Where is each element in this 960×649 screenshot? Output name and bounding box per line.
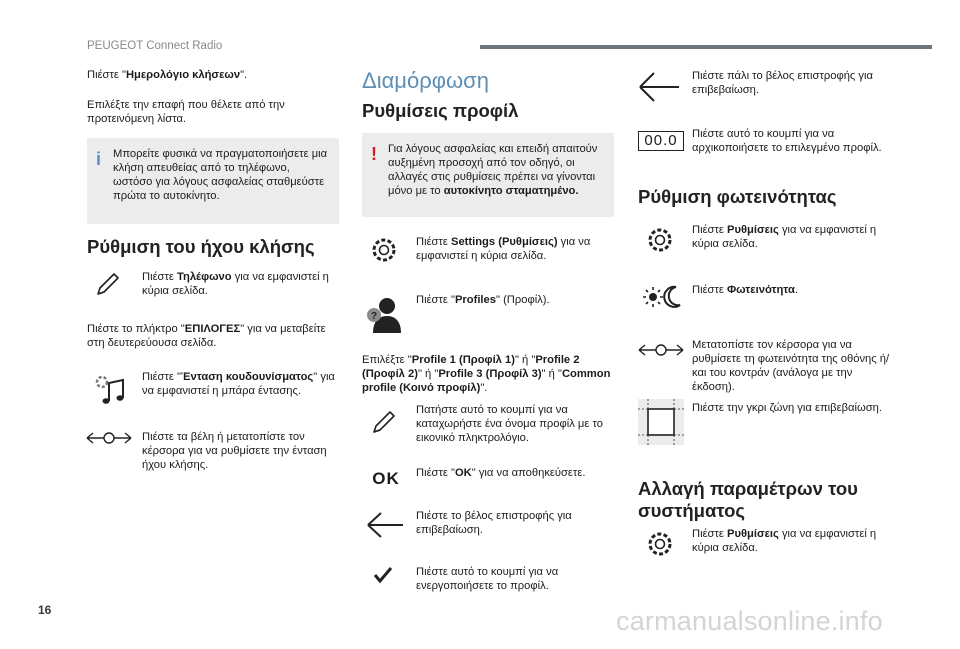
gear-icon [642,526,678,562]
slider-arrows-icon [638,340,684,360]
phone-instruction: Πιέστε Τηλέφωνο για να εμφανιστεί η κύρια σελίδα. [142,271,329,297]
watermark: carmanualsonline.info [616,606,883,636]
page-number: 16 [38,603,52,617]
warning-icon: ! [371,144,377,164]
settings-brightness-instruction: Πιέστε Ρυθμίσεις για να εμφανιστεί η κύρια σελίδα. [692,224,877,250]
ringtone-arrows-instruction: Πιέστε τα βέλη ή μετατοπίστε τον κέρσορα για να ρυθμίσετε την ένταση ήχου κλήσης. [142,431,327,471]
running-header: PEUGEOT Connect Radio [87,40,223,52]
info-tip-box [87,138,339,224]
grey-zone-instruction: Πιέστε την γκρι ζώνη για επιβεβαίωση. [692,402,882,414]
rename-profile-instruction: Πατήστε αυτό το κουμπί για να καταχωρήστε ένα όνομα προφίλ με το εικονικό πληκτρολόγιο. [416,404,603,444]
ringtone-heading: Ρύθμιση του ήχου κλήσης [87,236,315,257]
reset-icon [639,130,683,152]
warning-tip-text: Για λόγους ασφαλείας και επειδή απαιτούν αυξημένη προσοχή από τον οδηγό, οι αλλαγές στις ρυθμίσεις πρέπει να γίνονται μόνο με το αυτοκίνητο σταματημένο. [388,143,598,197]
activate-profile-instruction: Πιέστε αυτό το κουμπί για να ενεργοποιήσετε το προφίλ. [416,566,559,592]
grid-zone-icon [638,398,684,446]
svg-text:?: ? [370,311,378,322]
ringtone-volume-instruction: Πιέστε "Ένταση κουδουνίσματος" για να εμφανιστεί η μπάρα έντασης. [142,371,335,397]
back-arrow-icon [364,510,406,540]
warning-tip-box [362,133,614,217]
settings-system-instruction: Πιέστε Ρυθμίσεις για να εμφανιστεί η κύρια σελίδα. [692,528,877,554]
settings-instruction: Πιέστε Settings (Ρυθμίσεις) για να εμφανιστεί η κύρια σελίδα. [416,236,591,262]
info-tip-text: Μπορείτε φυσικά να πραγματοποιήσετε μια κλήση απευθείας από το τηλέφωνο, ωστόσο για λόγους ασφαλείας σταθμεύστε πρώτα το αυτοκίνητο. [113,148,328,202]
gear-icon [366,232,402,268]
back-again-instruction: Πιέστε πάλι το βέλος επιστροφής για επιβεβαίωση. [692,70,873,96]
music-settings-icon [88,370,130,410]
profile-select-instruction: Επιλέξτε "Profile 1 (Προφίλ 1)" ή "Profile 2 (Προφίλ 2)" ή "Profile 3 (Προφίλ 3)" ή "Common profile (Κοινό προφίλ)". [362,354,611,394]
pencil-icon [90,266,126,302]
header-bar [480,45,932,49]
reset-icon-label: 00.0 [638,131,683,151]
ok-icon: OK [372,469,400,488]
slider-arrows-icon [86,428,132,448]
brightness-heading: Ρύθμιση φωτεινότητας [638,186,837,207]
select-contact-text: Επιλέξτε την επαφή που θέλετε από την προτεινόμενη λίστα. [87,99,285,125]
configuration-title: Διαμόρφωση [362,68,489,93]
pencil-icon [366,404,402,440]
call-log-instruction: Πιέστε "Ημερολόγιο κλήσεων". [87,69,248,81]
profile-settings-heading: Ρυθμίσεις προφίλ [362,100,519,121]
ok-instruction: Πιέστε "OK" για να αποθηκεύσετε. [416,467,586,479]
checkmark-icon [370,562,396,588]
brightness-instruction: Πιέστε Φωτεινότητα. [692,284,798,296]
back-arrow-icon [636,70,682,104]
system-params-heading: Αλλαγή παραμέτρων του συστήματος [638,478,858,521]
gear-icon [642,222,678,258]
profile-avatar-icon [364,294,406,334]
brightness-icon [640,282,684,312]
reset-profile-instruction: Πιέστε αυτό το κουμπί για να αρχικοποιήσετε το επιλεγμένο προφίλ. [692,128,882,154]
profiles-instruction: Πιέστε "Profiles" (Προφίλ). [416,294,550,306]
brightness-slider-instruction: Μετατοπίστε τον κέρσορα για να ρυθμίσετε τη φωτεινότητα της οθόνης ή/και του κοντράν (ανάλογα με την έκδοση). [692,339,890,393]
info-icon: i [96,149,102,169]
back-confirm-instruction: Πιέστε το βέλος επιστροφής για επιβεβαίωση. [416,510,572,536]
options-instruction: Πιέστε το πλήκτρο "ΕΠΙΛΟΓΕΣ" για να μεταβείτε στη δευτερεύουσα σελίδα. [87,323,326,349]
